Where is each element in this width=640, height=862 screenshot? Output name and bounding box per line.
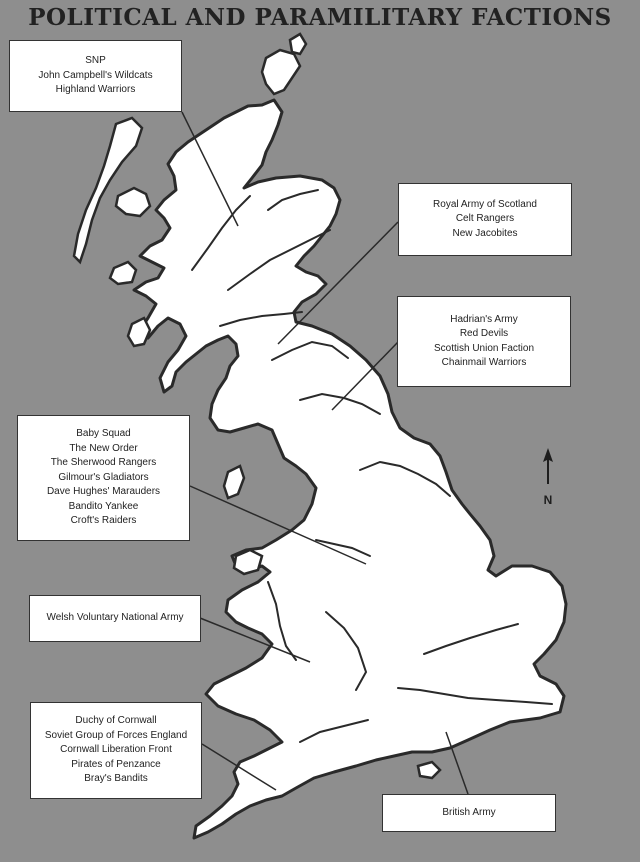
map-title: POLITICAL AND PARAMILITARY FACTIONS <box>28 4 612 31</box>
faction-box-north-england <box>397 296 571 387</box>
faction-label: Baby Squad <box>76 428 131 440</box>
isle-of-man <box>224 466 244 498</box>
faction-label: The New Order <box>69 442 138 454</box>
faction-label: Bray's Bandits <box>84 773 148 785</box>
faction-label: Soviet Group of Forces England <box>44 729 188 741</box>
faction-label: Chainmail Warriors <box>441 357 527 368</box>
faction-label: Bandito Yankee <box>68 500 139 512</box>
faction-label: Royal Army of Scotland <box>433 198 537 210</box>
faction-label: Highland Warriors <box>55 84 136 96</box>
faction-label: Celt Rangers <box>455 213 515 225</box>
north-arrow-icon <box>541 448 555 510</box>
skye-island <box>116 188 150 216</box>
faction-box-southeast <box>382 794 556 832</box>
faction-box-southwest <box>30 702 202 799</box>
faction-label: Dave Hughes' Marauders <box>46 486 161 498</box>
faction-label: Croft's Raiders <box>70 515 137 527</box>
faction-label: Cornwall Liberation Front <box>60 744 172 756</box>
faction-label: Red Devils <box>459 328 509 339</box>
faction-box-east-scotland <box>398 183 572 256</box>
shetland-islands <box>290 34 306 54</box>
faction-label: The Sherwood Rangers <box>50 457 157 469</box>
faction-box-midlands <box>17 415 190 541</box>
mull-island <box>110 262 136 284</box>
orkney-islands <box>262 50 300 94</box>
faction-label: Hadrian's Army <box>450 313 518 325</box>
faction-box-northwest-scotland <box>9 40 182 112</box>
faction-label: Welsh Voluntary National Army <box>46 612 184 624</box>
faction-label: British Army <box>442 806 496 818</box>
faction-label: Scottish Union Faction <box>433 342 535 354</box>
north-label: N <box>543 493 553 507</box>
faction-box-wales <box>29 595 201 642</box>
faction-label: New Jacobites <box>452 227 518 239</box>
faction-label: Pirates of Penzance <box>71 758 161 770</box>
islay-island <box>128 318 150 346</box>
faction-label: Duchy of Cornwall <box>75 715 157 727</box>
faction-label: John Campbell's Wildcats <box>38 69 153 81</box>
faction-label: Gilmour's Gladiators <box>58 471 149 483</box>
isle-of-wight <box>418 762 440 778</box>
faction-label: SNP <box>85 55 106 67</box>
